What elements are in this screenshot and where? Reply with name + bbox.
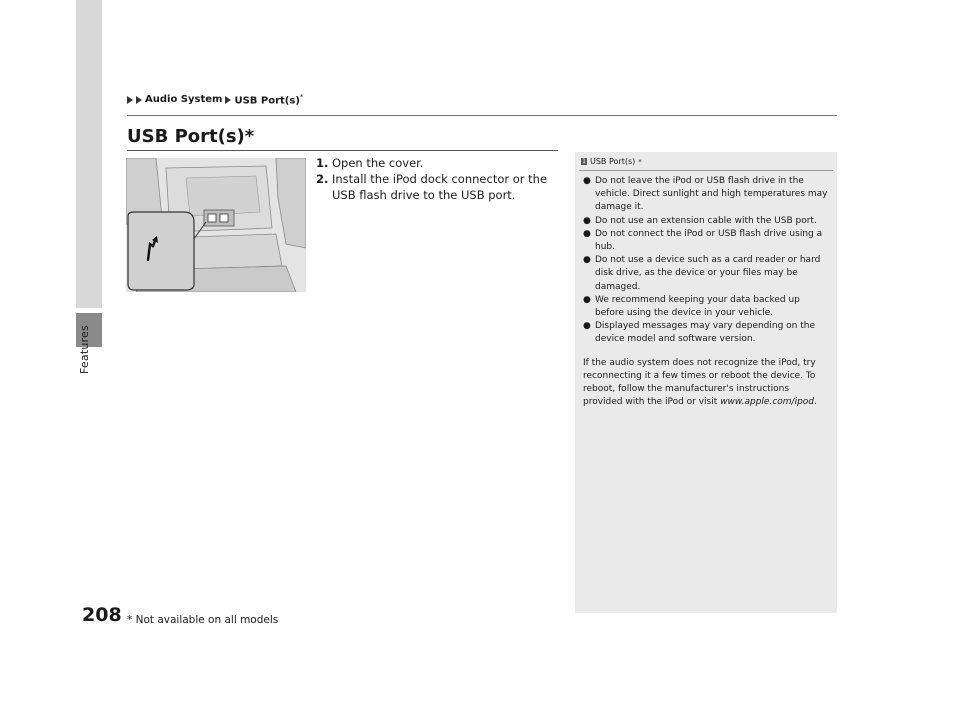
step-item: 2. Install the iPod dock connector or the USB flash drive to the USB port. bbox=[316, 171, 566, 203]
side-note-paragraph: If the audio system does not recognize the iPod, try reconnecting it a few times or reboot the device. To reboot, follow the manufacturer's instructions provided with the iPod or visit www.apple.com/ipod. bbox=[583, 357, 817, 408]
list-item: ● Do not leave the iPod or USB flash drive in the vehicle. Direct sunlight and high temperatures may damage it. bbox=[583, 175, 829, 215]
list-item: ● Do not use an extension cable with the USB port. bbox=[583, 215, 829, 228]
bullet-icon: ● bbox=[583, 215, 591, 226]
list-item: ● We recommend keeping your data backed up before using the device in your vehicle. bbox=[583, 294, 829, 320]
breadcrumb-audio-system[interactable]: Audio System bbox=[145, 94, 223, 106]
bullet-icon: ● bbox=[583, 294, 591, 305]
footnote: * Not available on all models bbox=[127, 614, 279, 626]
bullet-icon: ● bbox=[583, 228, 591, 239]
section-title: USB Port(s)* bbox=[127, 126, 255, 147]
console-drawing bbox=[126, 158, 306, 292]
breadcrumb-arrow-icon bbox=[127, 96, 133, 104]
side-note-bullets bbox=[575, 175, 837, 347]
step-item: 1. Open the cover. bbox=[316, 156, 424, 170]
list-item: ● Do not use a device such as a card reader or hard disk drive, as the device or your files may be damaged. bbox=[583, 254, 829, 294]
side-note-divider bbox=[579, 170, 833, 171]
page-number: 208 bbox=[82, 604, 122, 626]
apple-link[interactable]: www.apple.com/ipod bbox=[720, 397, 815, 408]
usb-port-illustration bbox=[126, 158, 306, 292]
bullet-icon: ● bbox=[583, 321, 591, 332]
breadcrumb bbox=[127, 93, 303, 106]
list-item: ● Displayed messages may vary depending on the device model and software version. bbox=[583, 320, 829, 346]
header-divider bbox=[127, 115, 837, 116]
instruction-steps bbox=[316, 155, 566, 203]
chapter-tab-label: Features bbox=[78, 325, 91, 374]
bullet-icon: ● bbox=[583, 176, 591, 186]
breadcrumb-arrow-icon bbox=[225, 96, 231, 104]
title-divider bbox=[127, 150, 558, 151]
breadcrumb-usb-ports[interactable]: USB Port(s)* bbox=[234, 93, 304, 107]
side-note-panel bbox=[575, 152, 837, 613]
step-text: Install the iPod dock connector or the USB flash drive to the USB port. bbox=[332, 172, 548, 202]
chapter-tab-inactive bbox=[76, 0, 102, 308]
breadcrumb-arrow-icon bbox=[136, 96, 142, 104]
bullet-icon: ● bbox=[583, 255, 591, 266]
list-item: ● Do not connect the iPod or USB flash drive using a hub. bbox=[583, 228, 829, 254]
step-text: Open the cover. bbox=[332, 156, 424, 170]
side-note-heading: 1 USB Port(s) * bbox=[582, 157, 642, 166]
note-marker-icon: 1 bbox=[582, 158, 586, 165]
